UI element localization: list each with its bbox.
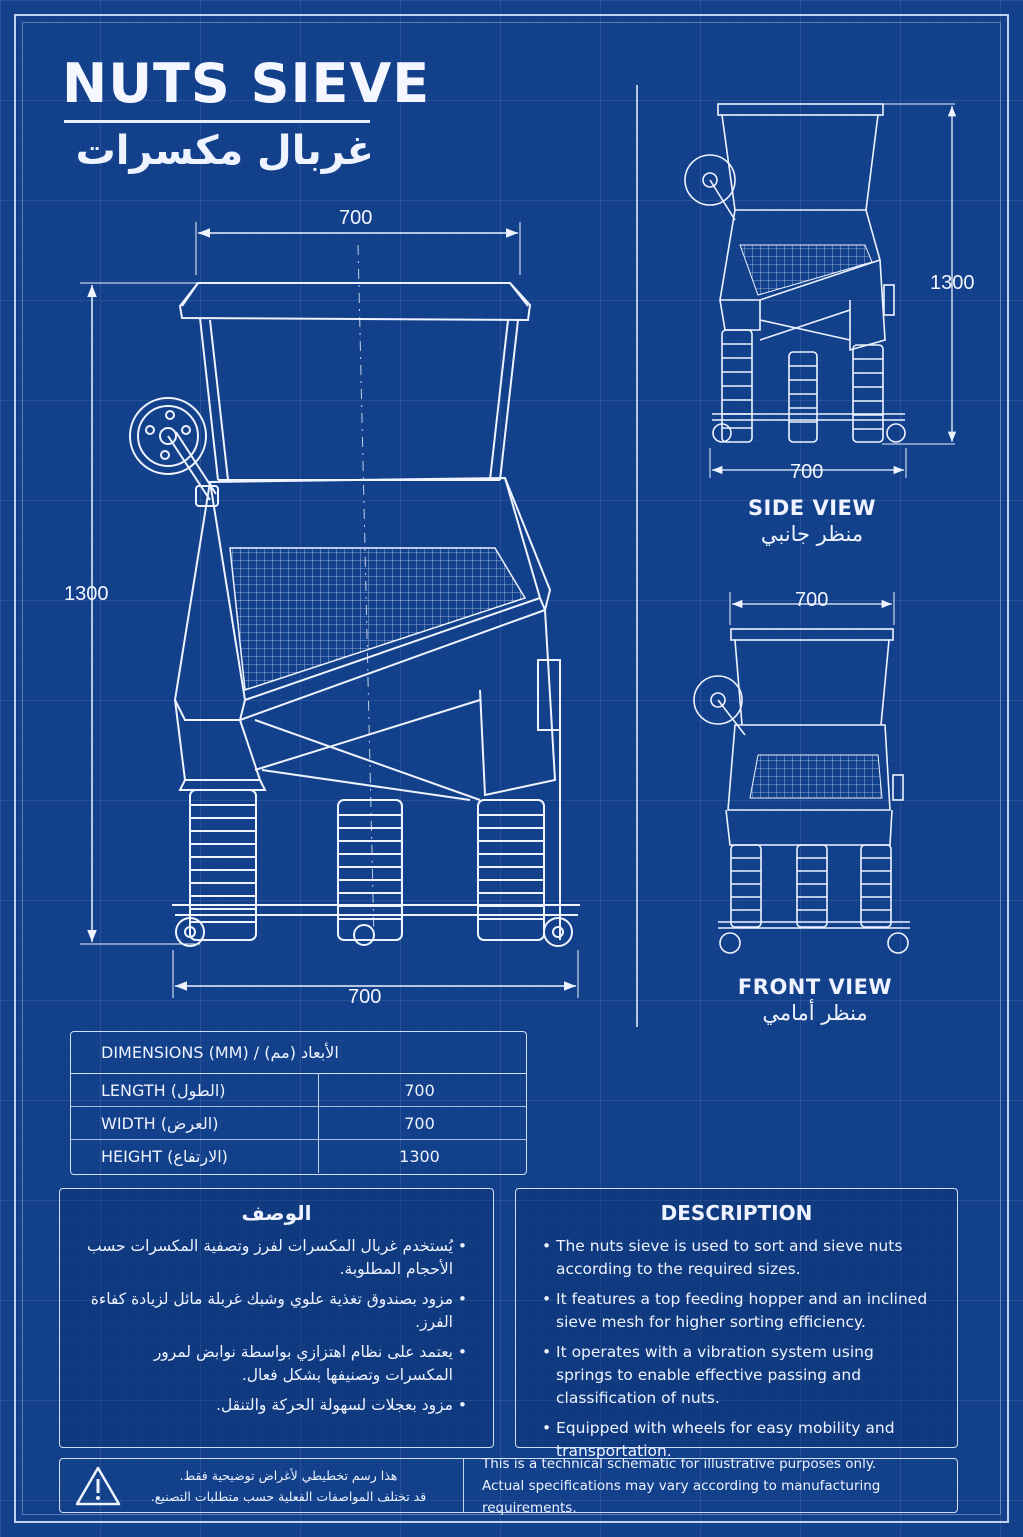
front-width-label: 700 xyxy=(795,589,829,611)
table-row-label: HEIGHT (الارتفاع) xyxy=(71,1140,319,1173)
front-view-label-ar: منظر أمامي xyxy=(762,1001,868,1025)
main-view-drawing xyxy=(80,222,580,998)
side-view-label xyxy=(712,496,912,546)
warning-icon xyxy=(74,1465,122,1507)
table-row xyxy=(71,1140,526,1173)
list-item: • It features a top feeding hopper and an inclined sieve mesh for higher sorting efficiency. xyxy=(542,1288,931,1334)
main-height-label: 1300 xyxy=(64,583,109,605)
list-item: • It operates with a vibration system using springs to enable effective passing and classification of nuts. xyxy=(542,1341,931,1410)
table-row-label: WIDTH (العرض) xyxy=(71,1107,319,1139)
disclaimer-en-line1: This is a technical schematic for illustrative purposes only. xyxy=(482,1455,877,1472)
side-view-drawing xyxy=(685,104,955,478)
list-item: • مزود بصندوق تغذية علوي وشبك غربلة مائل لزيادة كفاءة الفرز. xyxy=(86,1288,467,1334)
table-row xyxy=(71,1107,526,1140)
main-spring-right xyxy=(478,800,544,940)
main-spring-left xyxy=(190,790,256,940)
description-english xyxy=(515,1188,958,1460)
front-view-drawing xyxy=(694,592,910,953)
title-arabic: غربال مكسرات xyxy=(75,128,374,174)
title-english: NUTS SIEVE xyxy=(62,52,431,115)
description-arabic-title: الوصف xyxy=(241,1201,312,1225)
list-item: • يُستخدم غربال المكسرات لفرز وتصفية المكسرات حسب الأحجام المطلوبة. xyxy=(86,1235,467,1281)
table-row-value: 700 xyxy=(404,1113,435,1133)
description-arabic xyxy=(59,1188,494,1448)
table-row-value: 1300 xyxy=(399,1147,440,1166)
side-height-label: 1300 xyxy=(930,272,975,294)
table-row-value: 700 xyxy=(404,1080,435,1100)
dimensions-table-header: DIMENSIONS (MM) / (مم) الأبعاد xyxy=(71,1032,526,1074)
front-view-label xyxy=(700,975,930,1025)
list-item: • يعتمد على نظام اهتزازي بواسطة نوابض لمرور المكسرات وتصنيفها بشكل فعال. xyxy=(86,1341,467,1387)
description-english-title: DESCRIPTION xyxy=(660,1201,813,1225)
main-width-top-label: 700 xyxy=(339,207,373,229)
disclaimer-ar-line1: هذا رسم تخطيطي لأغراض توضيحية فقط. xyxy=(179,1467,398,1483)
disclaimer-ar-line2: قد تختلف المواصفات الفعلية حسب متطلبات التصنيع. xyxy=(150,1488,427,1504)
table-row-label: LENGTH (الطول) xyxy=(71,1074,319,1106)
disclaimer-en-line2: Actual specifications may vary according to manufacturing requirements. xyxy=(482,1477,881,1516)
disclaimer-english xyxy=(464,1455,957,1516)
list-item: • مزود بعجلات لسهولة الحركة والتنقل. xyxy=(86,1394,467,1417)
side-view-label-ar: منظر جانبي xyxy=(760,522,864,546)
side-view-label-en: SIDE VIEW xyxy=(747,496,877,520)
front-view-label-en: FRONT VIEW xyxy=(737,975,893,999)
main-width-bottom-label: 700 xyxy=(348,986,382,1008)
side-width-label: 700 xyxy=(790,461,824,483)
disclaimer-arabic xyxy=(60,1459,464,1512)
dimensions-table xyxy=(70,1031,527,1175)
main-spring-center xyxy=(338,800,402,940)
list-item: • The nuts sieve is used to sort and sieve nuts according to the required sizes. xyxy=(542,1235,931,1281)
table-row xyxy=(71,1074,526,1107)
disclaimer-footer xyxy=(59,1455,958,1516)
list-item: • Equipped with wheels for easy mobility and transportation. xyxy=(542,1417,931,1463)
